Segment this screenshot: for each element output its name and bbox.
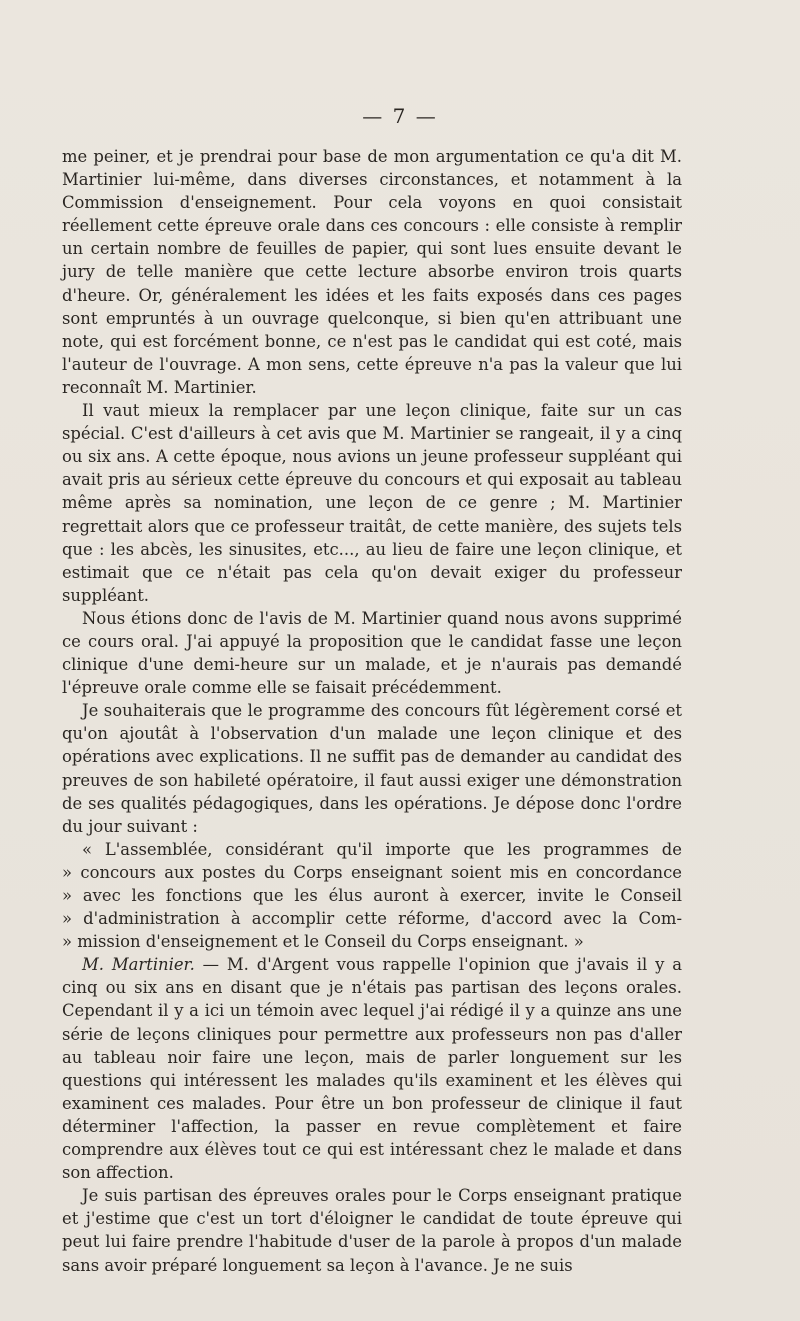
paragraph-4: Je souhaiterais que le programme des concours fût légèrement corsé et qu'on ajoutât à l'observation d'un malade une leçon clinique et des opérations avec explications. Il ne suffit pas de demander au candidat des preuves de son habileté opératoire, il faut aussi exiger une démonstration de ses qualités pédagogiques, dans les opérations. Je dépose donc l'ordre du jour suivant :: [62, 701, 682, 836]
reply-text: — M. d'Argent vous rappelle l'opinion que j'avais il y a cinq ou six ans en disant que je n'étais pas partisan des leçons orales. Cependant il y a ici un témoin avec lequel j'ai rédigé il y a quinze ans une série de leçons cliniques pour permettre aux professeurs non pas d'aller au tableau noir faire une leçon, mais de parler longuement sur les questions qui intéressent les malades qu'ils examinent et les élèves qui examinent ces malades. Pour être un bon professeur de clinique il faut déterminer l'affection, la passer en revue complètement et faire comprendre aux élèves tout ce qui est intéressant chez le malade et dans son affection.: [62, 955, 682, 1183]
quote-line: » avec les fonctions que les élus auront à exercer, invite le Conseil: [62, 886, 682, 905]
speaker-name: M. Martinier.: [82, 955, 195, 975]
quote-line: » mission d'enseignement et le Conseil du Corps enseignant. »: [62, 932, 584, 952]
quote-line: » d'administration à accomplir cette réforme, d'accord avec la Com-: [62, 909, 682, 929]
paragraph-1: me peiner, et je prendrai pour base de mon argumentation ce qu'a dit M. Martinier lui-même, dans diverses circonstances, et notamment à la Commission d'enseignement. Pour cela voyons en quoi consistait réellement cette épreuve orale dans ces concours : elle consiste à remplir un certain nombre de feuilles de papier, qui sont lues ensuite devant le jury de telle manière que cette lecture absorbe environ trois quarts d'heure. Or, généralement les idées et les faits exposés dans ces pages sont empruntés à un ouvrage quelconque, si bien qu'en attribuant une note, qui est forcément bonne, ce n'est pas le candidat qui est coté, mais l'auteur de l'ouvrage. A mon sens, cette épreuve n'a pas la valeur que lui reconnaît M. Martinier.: [62, 147, 682, 397]
quote-line: » concours aux postes du Corps enseignant soient mis en concordance: [62, 862, 682, 882]
body-text: [62, 145, 682, 1277]
quote-line: « L'assemblée, considérant qu'il importe que les programmes de: [82, 839, 682, 859]
paragraph-2: Il vaut mieux la remplacer par une leçon clinique, faite sur un cas spécial. C'est d'ailleurs à cet avis que M. Martinier se rangeait, il y a cinq ou six ans. A cette époque, nous avions un jeune professeur suppléant qui avait pris au sérieux cette épreuve du concours et qui exposait au tableau même après sa nomination, une leçon de ce genre ; M. Martinier regrettait alors que ce professeur traitât, de cette manière, des sujets tels que : les abcès, les sinusites, etc..., au lieu de faire une leçon clinique, et estimait que ce n'était pas cela qu'on devait exiger du professeur suppléant.: [62, 401, 682, 605]
paragraph-last: Je suis partisan des épreuves orales pour le Corps enseignant pratique et j'estime que c'est un tort d'éloigner le candidat de toute épreuve qui peut lui faire prendre l'habitude d'user de la parole à propos d'un malade sans avoir préparé longuement sa leçon à l'avance. Je ne suis: [62, 1186, 682, 1275]
order-of-the-day-quote: [62, 838, 682, 953]
reply-paragraph: [62, 953, 682, 1184]
page-number: — 7 —: [362, 104, 438, 128]
paragraph-3: Nous étions donc de l'avis de M. Martinier quand nous avons supprimé ce cours oral. J'ai appuyé la proposition que le candidat fasse une leçon clinique d'une demi-heure sur un malade, et je n'aurais pas demandé l'épreuve orale comme elle se faisait précédemment.: [62, 608, 682, 698]
